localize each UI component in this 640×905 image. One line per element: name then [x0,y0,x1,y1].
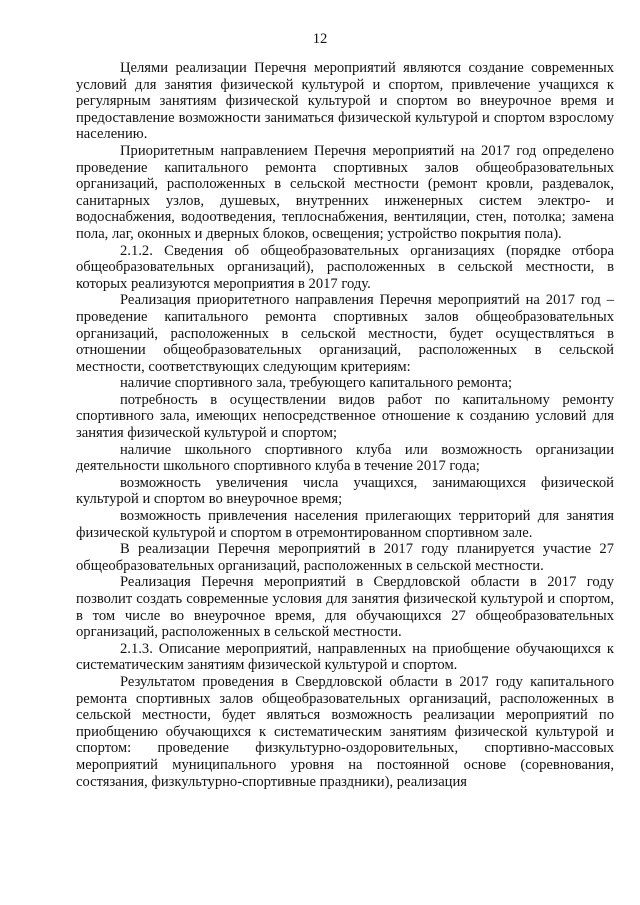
paragraph-participants: В реализации Перечня мероприятий в 2017 году планируется участие 27 общеобразовательных организаций, расположенных в сельской местности. [76,541,614,574]
criterion-item: наличие школьного спортивного клуба или возможность организации деятельности школьного спортивного клуба в течение 2017 года; [76,441,614,475]
criterion-item: возможность привлечения населения прилегающих территорий для занятия физической культурой и спортом в отремонтированном спортивном зале. [76,508,614,541]
paragraph-implementation-criteria: Реализация приоритетного направления Перечня мероприятий на 2017 год – проведение капитального ремонта спортивных залов общеобразовательных организаций, расположенных в сельской местности, будет осуществляться в отношении общеобразовательных организаций, расположенных в сельской местности, соответствующих следующим критериям: [76,292,614,375]
paragraph-sverdlovsk-result: Реализация Перечня мероприятий в Свердловской области в 2017 году позволит создать современные условия для занятия физической культурой и спортом, в том числе во внеурочное время, для обучающихся 27 общеобразовательных организаций, расположенных в сельской местности. [76,574,614,641]
paragraph-goals: Целями реализации Перечня мероприятий являются создание современных условий для занятия физической культурой и спортом, привлечение учащихся к регулярным занятиям физической культурой и спортом во внеурочное время и предоставление возможности заниматься физической культурой и спортом взрослому населению. [76,60,614,143]
criterion-item: потребность в осуществлении видов работ по капитальному ремонту спортивного зала, имеющих непосредственное отношение к созданию условий для занятия физической культурой и спортом; [76,391,614,442]
paragraph-priority-direction: Приоритетным направлением Перечня мероприятий на 2017 год определено проведение капитального ремонта спортивных залов общеобразовательных организаций, расположенных в сельской местности (ремонт кровли, раздевалок, санитарных узлов, душевых, внутренних инженерных систем электро- и водоснабжения, водоотведения, теплоснабжения, вентиляции, стен, потолка; замена пола, лаг, оконных и дверных блоков, освещения; устройство покрытия пола). [76,142,614,242]
page-number: 12 [312,31,328,47]
criterion-item: возможность увеличения числа учащихся, занимающихся физической культурой и спортом во внеурочное время; [76,474,614,508]
section-heading-2-1-2: 2.1.2. Сведения об общеобразовательных организациях (порядке отбора общеобразовательных организаций), расположенных в сельской местности, в которых реализуются мероприятия в 2017 году. [76,242,614,292]
section-heading-2-1-3: 2.1.3. Описание мероприятий, направленных на приобщение обучающихся к систематическим занятиям физической культурой и спортом. [76,640,614,674]
document-body [76,60,614,790]
paragraph-expected-result: Результатом проведения в Свердловской области в 2017 году капитального ремонта спортивных залов общеобразовательных организаций, расположенных в сельской местности, будет являться возможность реализации мероприятий по приобщению обучающихся к систематическим занятиям физической культурой и спортом: проведение физкультурно-оздоровительных, спортивно-массовых мероприятий муниципального уровня на постоянной основе (соревнования, состязания, физкультурно-спортивные праздники), реализация [76,673,614,790]
criterion-item: наличие спортивного зала, требующего капитального ремонта; [120,375,513,392]
